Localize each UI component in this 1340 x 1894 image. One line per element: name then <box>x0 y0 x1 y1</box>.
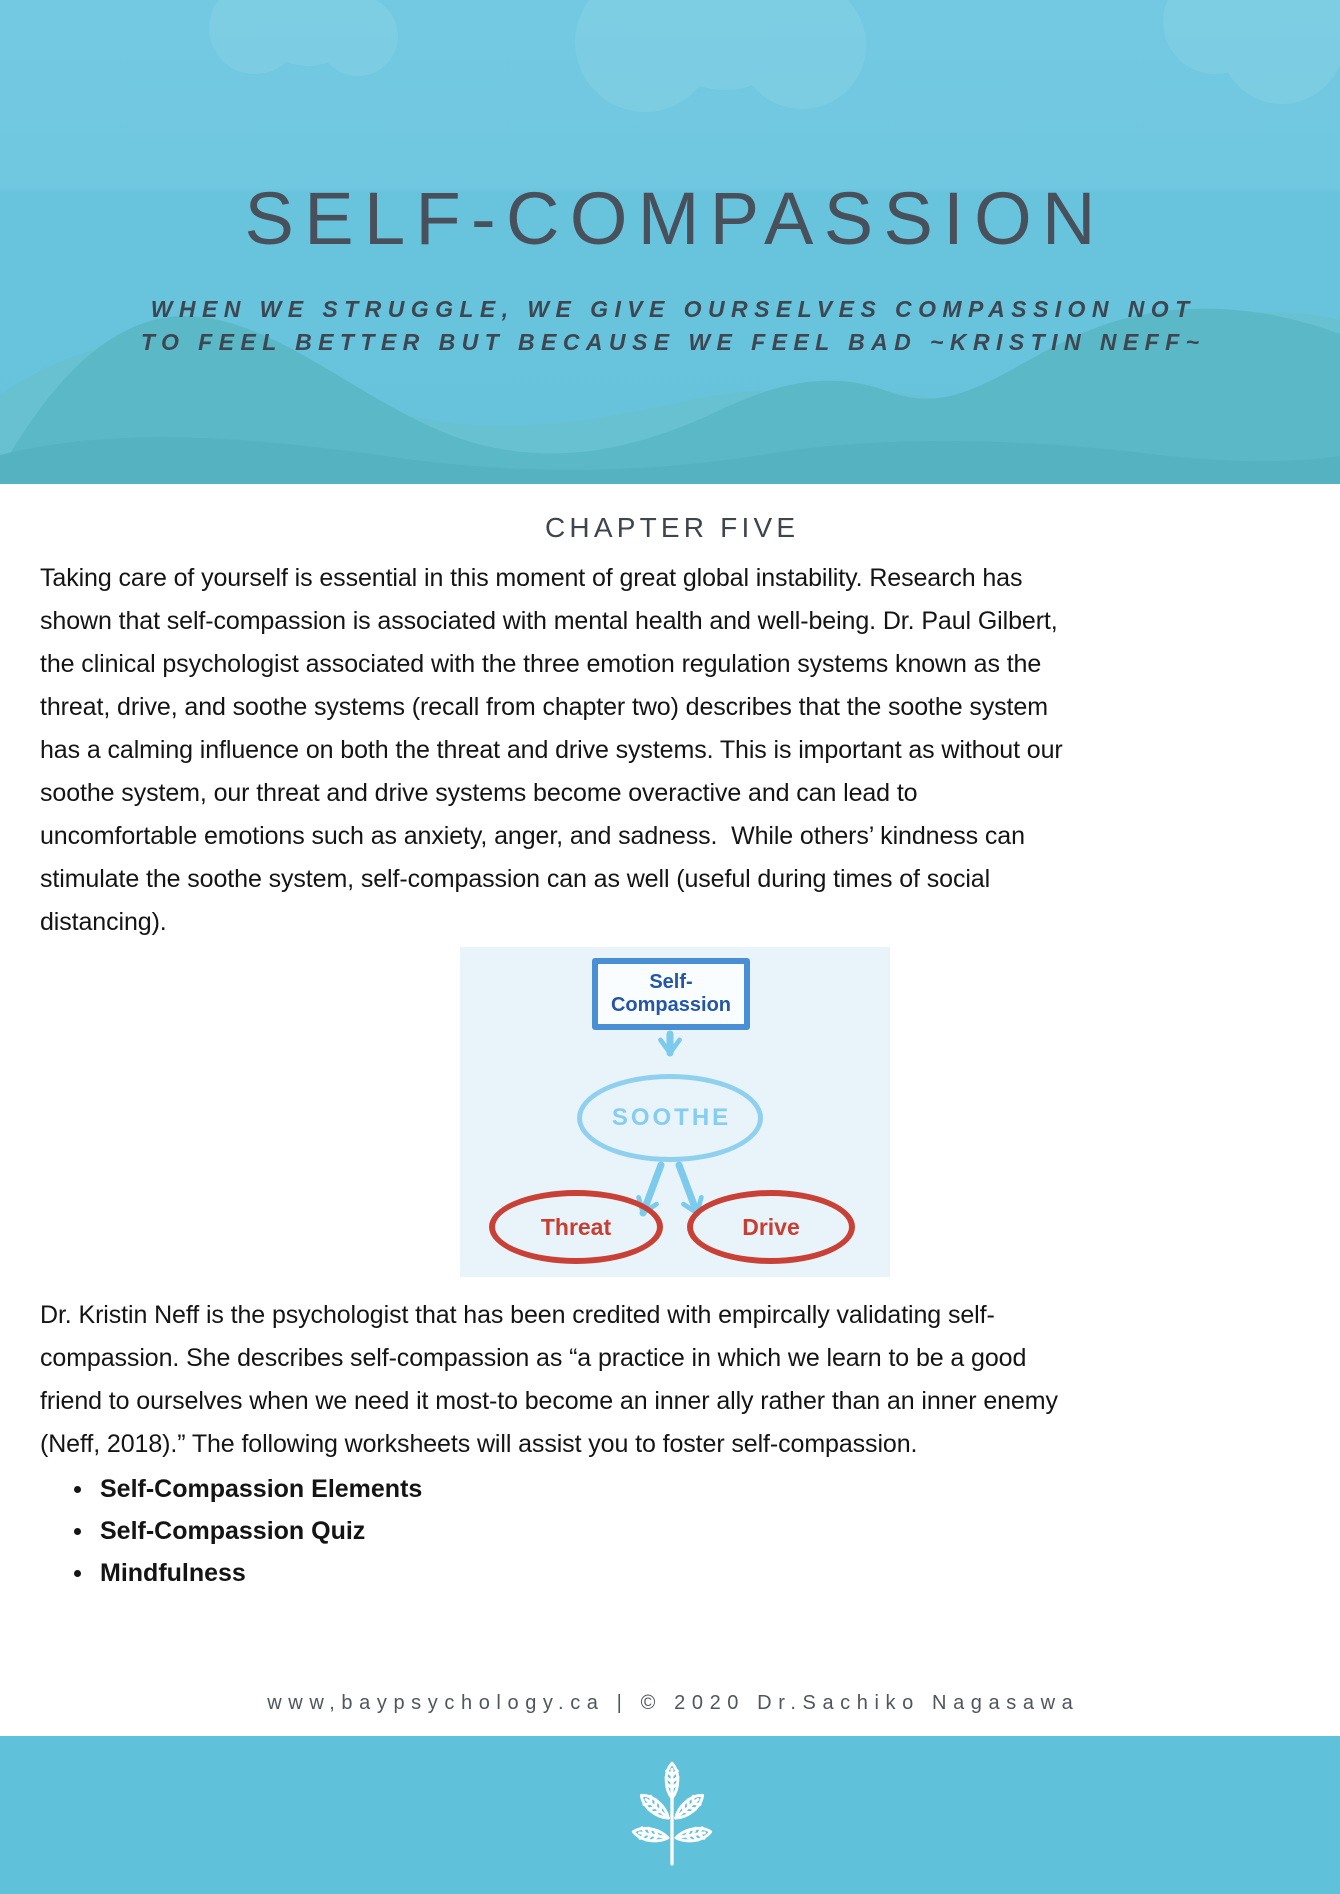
worksheet-item-label: Mindfulness <box>100 1559 246 1587</box>
intro-line: shown that self-compassion is associated with mental health and well-being. Dr. Paul Gilbert, <box>40 607 1058 635</box>
neff-line: friend to ourselves when we need it most-to become an inner ally rather than an inner enemy <box>40 1387 1058 1415</box>
soothe-system-diagram <box>460 947 890 1277</box>
leaf-sprig-icon <box>620 1760 724 1868</box>
header-banner <box>0 0 1340 484</box>
header-quote <box>0 293 1340 359</box>
threat-node: Threat <box>489 1190 663 1264</box>
intro-line: Taking care of yourself is essential in this moment of great global instability. Research has <box>40 564 1023 592</box>
neff-line: (Neff, 2018).” The following worksheets will assist you to foster self-compassion. <box>40 1430 918 1458</box>
intro-line: threat, drive, and soothe systems (recall from chapter two) describes that the soothe system <box>40 693 1048 721</box>
intro-line: distancing). <box>40 908 167 936</box>
intro-line: uncomfortable emotions such as anxiety, anger, and sadness. While others’ kindness can <box>40 822 1025 850</box>
cloud-icon <box>209 0 1340 112</box>
intro-paragraph <box>40 557 1320 944</box>
footer-credit: www,baypsychology.ca | © 2020 Dr.Sachiko Nagasawa <box>267 1692 1080 1714</box>
soothe-node: SOOTHE <box>577 1074 763 1162</box>
bullet-dot <box>74 1486 81 1493</box>
neff-line: Dr. Kristin Neff is the psychologist that has been credited with empircally validating self- <box>40 1301 995 1329</box>
arrow-soothe-to-drive <box>679 1165 697 1213</box>
drive-node: Drive <box>687 1190 855 1264</box>
neff-line: compassion. She describes self-compassion as “a practice in which we learn to be a good <box>40 1344 1027 1372</box>
worksheet-list <box>72 1468 422 1594</box>
self-compassion-label-line1: Self- <box>649 971 693 993</box>
worksheet-item-label: Self-Compassion Quiz <box>100 1517 366 1545</box>
neff-paragraph <box>40 1294 1320 1466</box>
intro-line: the clinical psychologist associated with the three emotion regulation systems known as the <box>40 650 1042 678</box>
intro-line: stimulate the soothe system, self-compassion can as well (useful during times of social <box>40 865 991 893</box>
intro-line: soothe system, our threat and drive systems become overactive and can lead to <box>40 779 918 807</box>
worksheet-item-label: Self-Compassion Elements <box>100 1475 423 1503</box>
worksheet-item-elements <box>72 1468 422 1510</box>
quote-line-2: TO FEEL BETTER BUT BECAUSE WE FEEL BAD ~KRISTIN NEFF~ <box>140 329 1206 355</box>
worksheet-item-mindfulness <box>72 1552 422 1594</box>
self-compassion-label-line2: Compassion <box>610 994 732 1016</box>
intro-line: has a calming influence on both the threat and drive systems. This is important as without our <box>40 736 1063 764</box>
bullet-dot <box>74 1570 81 1577</box>
worksheet-item-quiz <box>72 1510 422 1552</box>
page-title: SELF-COMPASSION <box>244 177 1106 260</box>
bullet-dot <box>74 1528 81 1535</box>
self-compassion-node <box>592 958 750 1030</box>
chapter-heading: CHAPTER FIVE <box>544 512 800 543</box>
quote-line-1: WHEN WE STRUGGLE, WE GIVE OURSELVES COMPASSION NOT <box>150 296 1196 322</box>
